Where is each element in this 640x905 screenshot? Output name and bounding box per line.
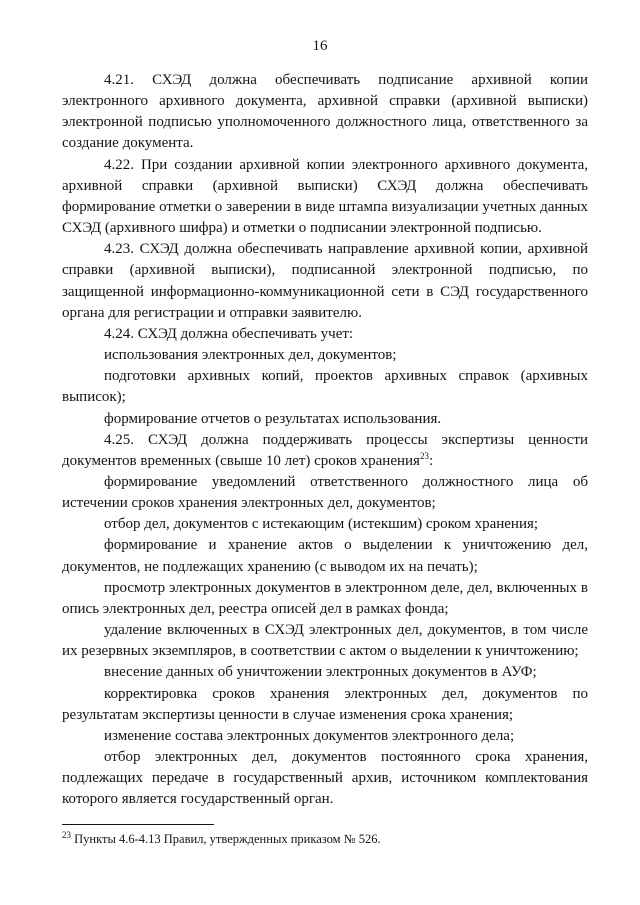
- footnote-marker: 23: [62, 829, 71, 840]
- footnote-separator: [62, 824, 214, 825]
- footnote-text: Пункты 4.6-4.13 Правил, утвержденных приказом № 526.: [71, 832, 381, 846]
- footnote-reference[interactable]: 23: [419, 450, 429, 461]
- page-number: 16: [312, 38, 328, 54]
- list-item-destruction-data: внесение данных об уничтожении электронных документов в АУФ;: [104, 664, 537, 681]
- paragraph-4-22: 4.22. При создании архивной копии электронного архивного документа, архивной справки (архивной выписки) СХЭД должна обеспечивать формирование отметки о заверении в виде штампа визуализации учетных данных СХЭД (архивного шифра) и отметки о подписании электронной подписью.: [62, 156, 588, 237]
- list-item-composition: изменение состава электронных документов электронного дела;: [104, 727, 515, 744]
- list-item-copies: подготовки архивных копий, проектов архивных справок (архивных выписок);: [62, 368, 588, 406]
- paragraph-4-23: 4.23. СХЭД должна обеспечивать направление архивной копии, архивной справки (архивной выписки), подписанной электронной подписью, по защищенной информационно-коммуникационной сети в СЭД государственного органа для регистрации и отправки заявителю.: [62, 241, 588, 321]
- footnote: [62, 831, 588, 847]
- list-item-viewing: просмотр электронных документов в электронном деле, дел, включенных в опись электронных дел, реестра описей дел в рамках фонда;: [62, 579, 588, 617]
- list-item-acts: формирование и хранение актов о выделении к уничтожению дел, документов, не подлежащих хранению (с выводом их на печать);: [62, 537, 588, 575]
- paragraph-4-21: 4.21. СХЭД должна обеспечивать подписание архивной копии электронного архивного документа, архивной справки (архивной выписки) электронной подписью уполномоченного должностного лица, ответственного за создание документа.: [62, 72, 588, 152]
- list-item-reports: формирование отчетов о результатах использования.: [104, 410, 442, 427]
- paragraph-4-25-colon: :: [428, 452, 434, 469]
- list-item-transfer: отбор электронных дел, документов постоянного срока хранения, подлежащих передаче в государственный архив, источником комплектования которого является государственный орган.: [62, 749, 588, 808]
- body-text: [62, 70, 588, 810]
- list-item-correction: корректировка сроков хранения электронных дел, документов по результатам экспертизы ценности в случае изменения срока хранения;: [62, 685, 588, 723]
- paragraph-4-25: [62, 430, 588, 472]
- list-item-deletion: удаление включенных в СХЭД электронных дел, документов, в том числе их резервных экземпляров, в соответствии с актом о выделении к уничтожению;: [62, 622, 588, 660]
- list-item-usage: использования электронных дел, документов;: [104, 347, 397, 364]
- paragraph-4-25-text: 4.25. СХЭД должна поддерживать процессы экспертизы ценности документов временных (свыше 10 лет) сроков хранения: [62, 431, 588, 469]
- paragraph-4-24: 4.24. СХЭД должна обеспечивать учет:: [104, 325, 354, 342]
- list-item-notifications: формирование уведомлений ответственного должностного лица об истечении сроков хранения электронных дел, документов;: [62, 473, 588, 512]
- list-item-selection: отбор дел, документов с истекающим (истекшим) сроком хранения;: [104, 516, 539, 533]
